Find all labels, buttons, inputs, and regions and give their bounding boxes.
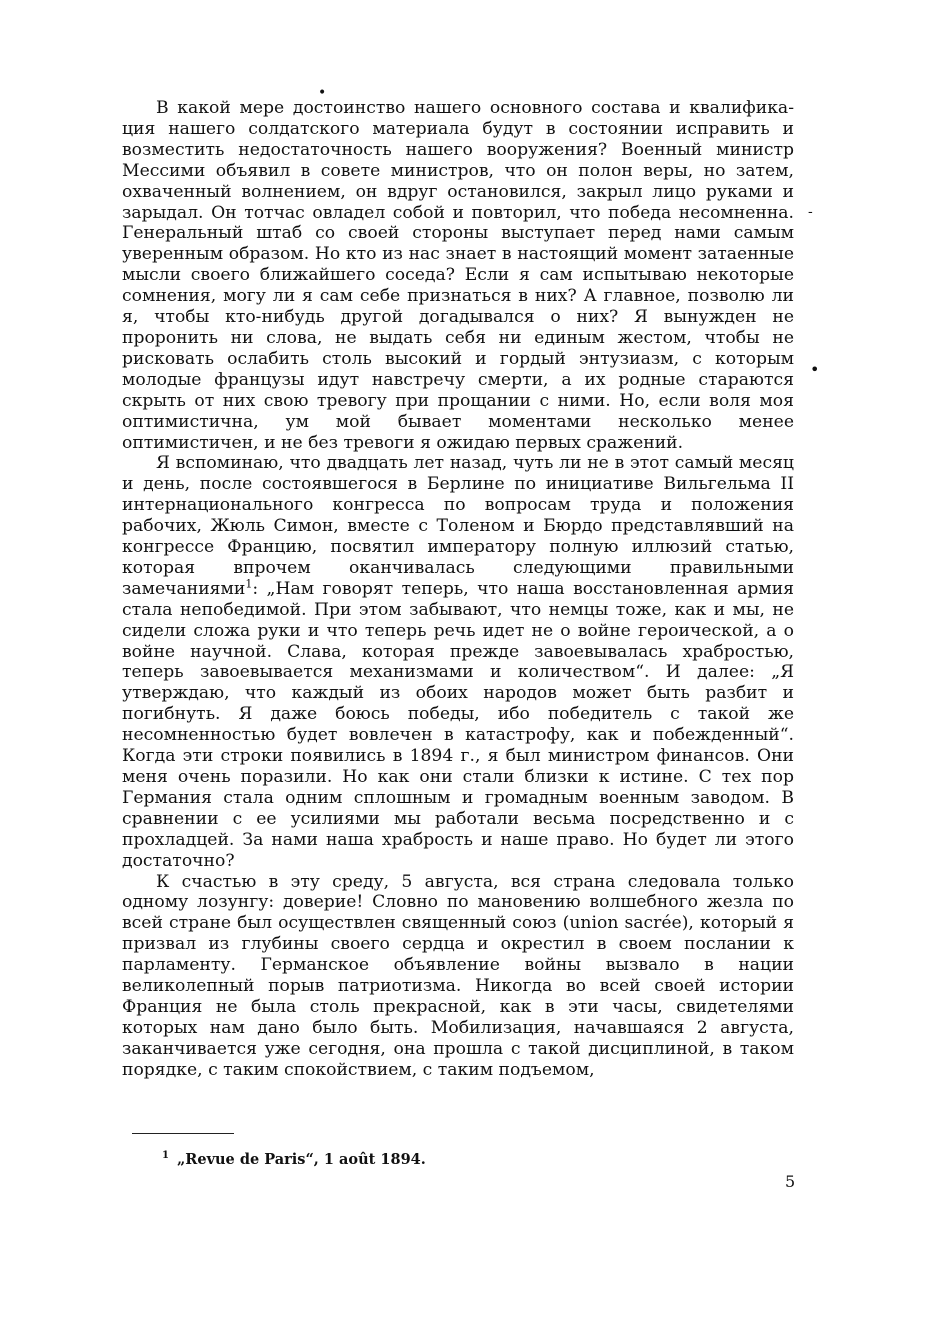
footnote	[162, 1146, 426, 1170]
footnote-text: „Revue de Paris“, 1 août 1894.	[176, 1150, 426, 1168]
margin-mark: -	[808, 204, 813, 220]
footnote-reference: 1	[245, 577, 253, 591]
paragraph-3: К счастью в эту среду, 5 августа, вся страна следовала только одному лозунгу: доверие! Словно по мановению волшебного жезла по всей стране был осуществлен священный союз (union sacrée), который я призвал из глубины своего сердца и окрестил в своем послании к парламенту. Германское объявление войны вызвало в нации великолепный порыв патриотизма. Никогда во всей своей истории Франция не была столь прекрасной, как в эти часы, свидетелями которых нам дано было быть. Мобилизация, начавшаяся 2 августа, заканчивается уже сегодня, она прошла с такой дисциплиной, в таком порядке, с таким спокойствием, с таким подъемом,	[122, 871, 794, 1080]
footnote-mark: 1	[162, 1150, 169, 1161]
margin-dot: •	[810, 360, 820, 379]
footnote-divider	[132, 1133, 234, 1134]
paragraph-2	[122, 453, 794, 871]
paragraph-2-text-before: Я вспоминаю, что двадцать лет назад, чуть ли не в этот самый месяц и день, после состоявшегося в Берлине по инициативе Вильгельма II интернационального конгресса по вопросам труда и положения рабочих, Жюль Симон, вместе с Толеном и Бюрдо представлявший на конгрессе Францию, посвятил императору полную иллюзий статью, которая впрочем оканчивалась следующими правильными замечаниями	[122, 453, 794, 599]
ink-speck: •	[318, 85, 327, 101]
paragraph-1: В какой мере достоинство нашего основного состава и квалификация нашего солдатского материала будут в состоянии исправить и возместить недостаточность нашего вооружения? Военный министр Мессими объявил в совете министров, что он полон веры, но затем, охваченный волнением, он вдруг остановился, закрыл лицо руками и зарыдал. Он тотчас овладел собой и повторил, что победа несомненна. Генеральный штаб со своей стороны выступает перед нами самым уверенным образом. Но кто из нас знает в настоящий момент затаенные мысли своего ближайшего соседа? Если я сам испытываю некоторые сомнения, могу ли я сам себе признаться в них? А главное, позволю ли я, чтобы кто-нибудь другой догадывался о них? Я вынужден не проронить ни слова, не выдать себя ни единым жестом, чтобы не рисковать ослабить столь высокий и гордый энтузиазм, с которым молодые французы идут навстречу смерти, а их родные стараются скрыть от них свою тревогу при прощании с ними. Но, если воля моя оптимистична, ум мой бывает моментами несколько менее оптимистичен, и не без тревоги я ожидаю первых сражений.	[122, 98, 794, 453]
page-number: 5	[785, 1172, 796, 1191]
paragraph-2-text-after: : „Нам говорят теперь, что наша восстановленная армия стала непобедимой. При этом забывают, что немцы тоже, как и мы, не сидели сложа руки и что теперь речь идет не о войне героической, а о войне научной. Слава, которая прежде завоевывалась храбростью, теперь завоевывается механизмами и количеством“. И далее: „Я утверждаю, что каждый из обоих народов может быть разбит и погибнуть. Я даже боюсь победы, ибо победитель с такой же несомненностью будет вовлечен в катастрофу, как и побежденный“. Когда эти строки появились в 1894 г., я был министром финансов. Они меня очень поразили. Но как они стали близки к истине. С тех пор Германия стала одним сплошным и громадным военным заводом. В сравнении с ее усилиями мы работали весьма посредственно и с прохладцей. За нами наша храбрость и наше право. Но будет ли этого достаточно?	[122, 578, 794, 871]
body-text	[122, 98, 794, 1081]
